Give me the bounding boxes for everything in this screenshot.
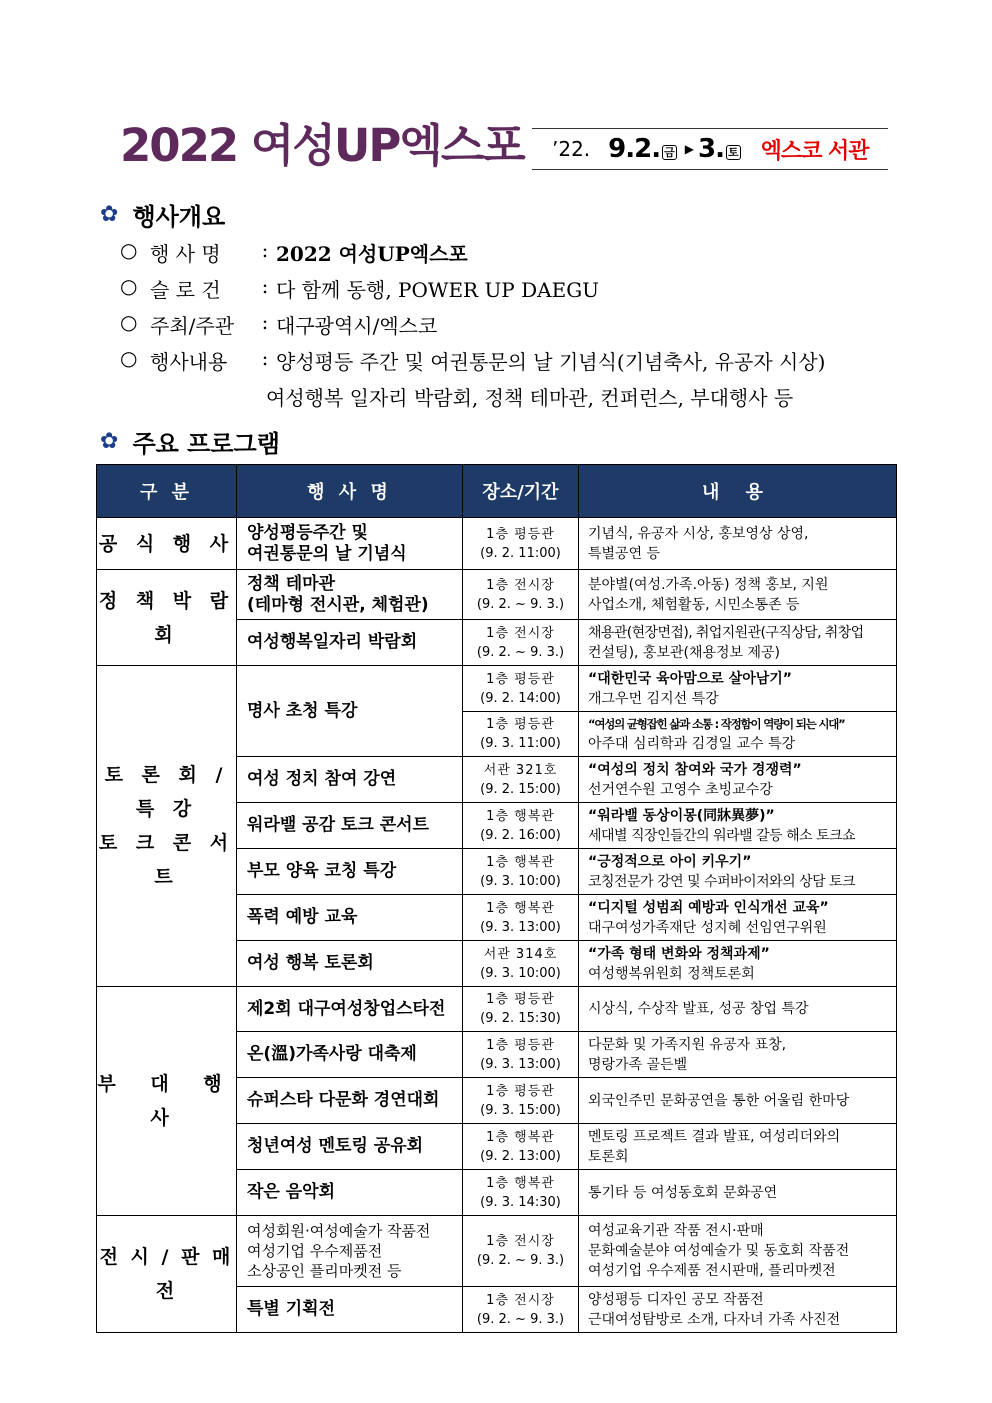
place-cell — [463, 1032, 579, 1078]
content-cell — [579, 1124, 897, 1170]
place-cell — [463, 1078, 579, 1124]
content-cell — [579, 712, 897, 757]
place-name: 1층 평등관 — [486, 1037, 555, 1053]
category-line: 토 론 회 / 특 강 — [104, 764, 229, 820]
category-cell — [97, 666, 237, 987]
place-cell — [463, 620, 579, 666]
circle-bullet-icon: ○ — [120, 310, 138, 334]
page-header — [120, 118, 900, 180]
content-line: 세대별 직장인들간의 워라밸 갈등 해소 토크쇼 — [588, 827, 856, 844]
category-cell: 부 대 행 사 — [97, 987, 237, 1216]
content-line: 문화예술분야 여성예술가 및 동호회 작품전 — [588, 1243, 850, 1259]
place-cell — [463, 849, 579, 895]
table-row — [97, 570, 897, 620]
table-row — [97, 987, 897, 1032]
place-cell — [463, 987, 579, 1032]
event-cell: 온(溫)가족사랑 대축제 — [237, 1032, 463, 1078]
place-time: (9. 3. 15:00) — [480, 1102, 561, 1118]
place-time: (9. 2. ~ 9. 3.) — [476, 644, 565, 660]
content-cell — [579, 666, 897, 712]
section-program — [100, 424, 280, 459]
col-header-category: 구 분 — [97, 465, 237, 518]
content-cell — [579, 518, 897, 570]
overview-label: 행사내용 — [150, 350, 228, 374]
content-cell — [579, 1216, 897, 1287]
content-cell — [579, 1287, 897, 1333]
page-title: 2022 여성UP엑스포 — [120, 119, 524, 172]
date-month: 9. — [608, 134, 635, 164]
event-cell: 폭력 예방 교육 — [237, 895, 463, 941]
content-line: 대구여성가족재단 성지혜 선임연구위원 — [588, 919, 827, 936]
content-line: 기념식, 유공자 시상, 홍보영상 상영, — [588, 525, 809, 542]
content-line: “가족 형태 변화와 정책과제” — [588, 945, 770, 962]
place-cell — [463, 941, 579, 987]
place-time: (9. 2. 16:00) — [480, 827, 561, 843]
place-name: 1층 행복관 — [486, 1175, 555, 1191]
content-line: 개그우먼 김지선 특강 — [588, 690, 719, 707]
place-time: (9. 2. ~ 9. 3.) — [476, 1311, 565, 1327]
content-cell — [579, 1078, 897, 1124]
overview-row — [120, 274, 599, 303]
overview-value-continued: 여성행복 일자리 박람회, 정책 테마관, 컨퍼런스, 부대행사 등 — [266, 386, 794, 410]
place-time: (9. 3. 10:00) — [480, 873, 561, 889]
place-name: 1층 평등관 — [486, 1083, 555, 1099]
place-cell — [463, 1170, 579, 1216]
circle-bullet-icon: ○ — [120, 274, 138, 298]
place-name: 서관 314호 — [483, 946, 558, 962]
place-time: (9. 3. 11:00) — [480, 736, 561, 751]
content-line: 토론회 — [588, 1148, 629, 1165]
content-line: “여성의 균형잡힌 삶과 소통 : 작정함이 역량이 되는 시대” — [588, 717, 845, 731]
place-name: 1층 행복관 — [486, 900, 555, 916]
event-cell: 여성 정치 참여 강연 — [237, 757, 463, 803]
place-cell — [463, 895, 579, 941]
content-line: “대한민국 육아맘으로 살아남기” — [588, 670, 792, 687]
content-line: 양성평등 디자인 공모 작품전 — [588, 1291, 764, 1308]
place-name: 1층 평등관 — [486, 717, 555, 732]
col-header-place: 장소/기간 — [463, 465, 579, 518]
flower-icon: ✿ — [100, 429, 119, 454]
date-day-start: 2. — [634, 134, 661, 164]
content-line: 다문화 및 가족지원 유공자 표창, — [588, 1036, 787, 1053]
place-name: 1층 행복관 — [486, 808, 555, 824]
content-line: 시상식, 수상작 발표, 성공 창업 특강 — [588, 1001, 809, 1017]
place-time: (9. 2. 14:00) — [480, 690, 561, 706]
place-cell — [463, 1287, 579, 1333]
overview-value: 대구광역시/엑스코 — [276, 314, 438, 338]
col-header-event: 행 사 명 — [237, 465, 463, 518]
date-day-end: 3. — [697, 134, 724, 164]
overview-value: 양성평등 주간 및 여권통문의 날 기념식(기념축사, 유공자 시상) — [276, 350, 826, 374]
content-line: 채용관(현장면접), 취업지원관(구직상담, 취창업 — [588, 624, 864, 641]
colon: : — [261, 238, 269, 262]
place-time: (9. 2. 15:30) — [480, 1011, 561, 1026]
category-cell: 정 책 박 람 회 — [97, 570, 237, 666]
content-line: 아주대 심리학과 김경일 교수 특강 — [588, 736, 796, 752]
overview-label: 슬 로 건 — [150, 278, 221, 302]
content-line: 멘토링 프로젝트 결과 발표, 여성리더와의 — [588, 1128, 841, 1145]
category-cell: 전 시 / 판 매 전 — [97, 1216, 237, 1333]
content-cell — [579, 895, 897, 941]
place-name: 서관 321호 — [483, 762, 558, 778]
circle-bullet-icon: ○ — [120, 346, 138, 370]
place-time: (9. 2. 13:00) — [480, 1148, 561, 1164]
event-cell: 특별 기획전 — [237, 1287, 463, 1333]
event-cell: 명사 초청 특강 — [237, 666, 463, 757]
content-cell — [579, 849, 897, 895]
place-cell — [463, 1124, 579, 1170]
place-time: (9. 3. 10:00) — [480, 965, 561, 981]
content-line: 여성행복위원회 정책토론회 — [588, 965, 755, 982]
place-name: 1층 행복관 — [486, 854, 555, 870]
table-row — [97, 518, 897, 570]
category-line: 토 크 콘 서 트 — [98, 832, 235, 888]
content-line: 코칭전문가 강연 및 수퍼바이저와의 상담 토크 — [588, 873, 856, 890]
colon: : — [261, 346, 269, 370]
overview-row — [120, 310, 437, 339]
table-header-row — [97, 465, 897, 518]
flower-icon: ✿ — [100, 202, 119, 227]
content-cell — [579, 570, 897, 620]
date-year: ’22. — [552, 137, 591, 161]
event-cell: 제2회 대구여성창업스타전 — [237, 987, 463, 1032]
content-line: 외국인주민 문화공연을 통한 어울림 한마당 — [588, 1092, 850, 1109]
event-cell: 정책 테마관 (테마형 전시관, 체험관) — [237, 570, 463, 620]
place-cell — [463, 803, 579, 849]
content-line: 특별공연 등 — [588, 545, 661, 562]
content-line: 선거연수원 고영수 초빙교수강 — [588, 781, 773, 798]
event-cell: 부모 양육 코칭 특강 — [237, 849, 463, 895]
place-name: 1층 전시장 — [486, 1292, 555, 1308]
event-cell: 워라밸 공감 토크 콘서트 — [237, 803, 463, 849]
event-cell: 양성평등주간 및 여권통문의 날 기념식 — [237, 518, 463, 570]
content-cell — [579, 941, 897, 987]
place-cell — [463, 1216, 579, 1287]
category-cell: 공 식 행 사 — [97, 518, 237, 570]
overview-row — [120, 346, 825, 375]
content-line: 컨설팅), 홍보관(채용정보 제공) — [588, 644, 781, 661]
content-line: 근대여성탐방로 소개, 다자녀 가족 사진전 — [588, 1311, 841, 1328]
place-name: 1층 평등관 — [486, 526, 555, 542]
place-cell — [463, 666, 579, 712]
overview-row — [120, 238, 468, 267]
event-cell: 여성회원·여성예술가 작품전 여성기업 우수제품전 소상공인 플리마켓전 등 — [237, 1216, 463, 1287]
section-overview — [100, 197, 225, 232]
content-cell — [579, 620, 897, 666]
content-line: “워라밸 동상이몽(同牀異夢)” — [588, 807, 775, 824]
place-time: (9. 3. 13:00) — [480, 1056, 561, 1072]
place-name: 1층 평등관 — [486, 671, 555, 687]
place-cell — [463, 518, 579, 570]
content-line: 분야별(여성.가족.아동) 정책 홍보, 지원 — [588, 576, 829, 593]
event-cell: 청년여성 멘토링 공유회 — [237, 1124, 463, 1170]
content-line: “디지털 성범죄 예방과 인식개선 교육” — [588, 899, 829, 916]
content-cell — [579, 803, 897, 849]
place-time: (9. 3. 13:00) — [480, 919, 561, 935]
place-time: (9. 2. 11:00) — [480, 545, 561, 561]
overview-value: 다 함께 동행, POWER UP DAEGU — [276, 278, 600, 302]
table-row — [97, 666, 897, 712]
event-cell: 작은 음악회 — [237, 1170, 463, 1216]
content-line: 여성교육기관 작품 전시·판매 — [588, 1223, 764, 1239]
arrow-right-icon: ▶ — [684, 142, 694, 156]
content-line: 여성기업 우수제품 전시판매, 플리마켓전 — [588, 1263, 836, 1279]
place-time: (9. 2. ~ 9. 3.) — [476, 596, 565, 612]
overview-label: 주최/주관 — [150, 314, 235, 338]
content-line: 통기타 등 여성동호회 문화공연 — [588, 1184, 778, 1201]
date-banner — [532, 128, 888, 170]
content-line: “여성의 정치 참여와 국가 경쟁력” — [588, 761, 802, 778]
place-cell — [463, 757, 579, 803]
place-name: 1층 평등관 — [486, 992, 555, 1007]
overview-label: 행 사 명 — [150, 242, 221, 266]
place-name: 1층 전시장 — [486, 1234, 555, 1249]
place-time: (9. 3. 14:30) — [480, 1194, 561, 1210]
section-program-title: 주요 프로그램 — [132, 430, 280, 458]
place-time: (9. 2. ~ 9. 3.) — [476, 1253, 565, 1268]
content-line: “긍정적으로 아이 키우기” — [588, 853, 752, 870]
content-line: 사업소개, 체험활동, 시민소통존 등 — [588, 596, 800, 613]
date-dow-end: 토 — [727, 145, 739, 159]
circle-bullet-icon: ○ — [120, 238, 138, 262]
table-row — [97, 1216, 897, 1287]
date-dow-start: 금 — [664, 145, 675, 159]
event-cell: 슈퍼스타 다문화 경연대회 — [237, 1078, 463, 1124]
colon: : — [261, 274, 269, 298]
place-name: 1층 전시장 — [486, 625, 555, 641]
event-cell: 여성행복일자리 박람회 — [237, 620, 463, 666]
content-cell — [579, 1170, 897, 1216]
program-table — [96, 464, 897, 1333]
content-cell — [579, 757, 897, 803]
content-cell — [579, 987, 897, 1032]
place-cell — [463, 712, 579, 757]
venue-label: 엑스코 서관 — [760, 138, 869, 164]
place-name: 1층 행복관 — [486, 1129, 555, 1145]
event-cell: 여성 행복 토론회 — [237, 941, 463, 987]
colon: : — [261, 310, 269, 334]
place-name: 1층 전시장 — [486, 577, 555, 593]
content-cell — [579, 1032, 897, 1078]
place-time: (9. 2. 15:00) — [480, 781, 561, 797]
col-header-content: 내 용 — [579, 465, 897, 518]
overview-value: 2022 여성UP엑스포 — [276, 242, 468, 266]
section-overview-title: 행사개요 — [132, 203, 226, 231]
content-line: 명랑가족 골든벨 — [588, 1056, 688, 1073]
place-cell — [463, 570, 579, 620]
